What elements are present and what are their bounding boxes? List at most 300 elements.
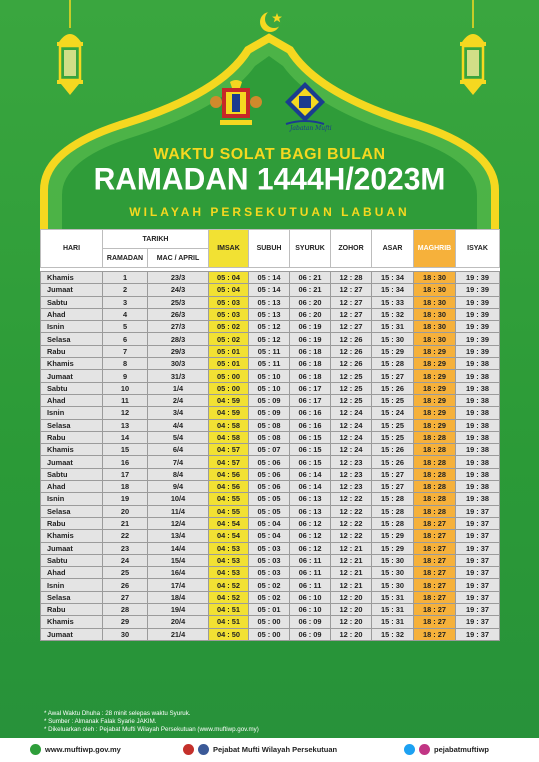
footer-social[interactable] [404, 744, 489, 755]
cell-syuruk: 06 : 15 [290, 444, 331, 456]
cell-date: 25/3 [148, 296, 209, 308]
cell-day: Rabu [41, 345, 103, 357]
cell-maghrib: 18 : 29 [414, 358, 456, 370]
cell-imsak: 04 : 57 [209, 456, 249, 468]
cell-ramadan-day: 29 [103, 616, 148, 628]
cell-imsak: 05 : 04 [209, 284, 249, 296]
table-row [41, 370, 500, 382]
cell-imsak: 05 : 04 [209, 272, 249, 284]
lantern-left-icon [45, 0, 95, 110]
cell-ramadan-day: 27 [103, 591, 148, 603]
table-row [41, 567, 500, 579]
social-handle: pejabatmuftiwp [434, 745, 490, 754]
cell-ramadan-day: 2 [103, 284, 148, 296]
cell-zohor: 12 : 20 [331, 628, 372, 640]
cell-maghrib: 18 : 27 [414, 542, 456, 554]
cell-date: 6/4 [148, 444, 209, 456]
cell-zohor: 12 : 27 [331, 296, 372, 308]
cell-syuruk: 06 : 11 [290, 567, 331, 579]
cell-isyak: 19 : 38 [456, 468, 500, 480]
instagram-icon [419, 744, 430, 755]
crescent-star-icon [258, 10, 284, 34]
cell-zohor: 12 : 23 [331, 456, 372, 468]
cell-isyak: 19 : 39 [456, 296, 500, 308]
cell-subuh: 05 : 00 [249, 616, 290, 628]
cell-maghrib: 18 : 27 [414, 530, 456, 542]
cell-date: 19/4 [148, 604, 209, 616]
cell-day: Sabtu [41, 296, 103, 308]
table-row [41, 358, 500, 370]
cell-maghrib: 18 : 29 [414, 394, 456, 406]
header-hari: HARI [41, 230, 103, 268]
cell-maghrib: 18 : 27 [414, 579, 456, 591]
cell-imsak: 04 : 59 [209, 407, 249, 419]
cell-subuh: 05 : 14 [249, 284, 290, 296]
cell-asar: 15 : 30 [372, 554, 414, 566]
cell-subuh: 05 : 12 [249, 333, 290, 345]
table-row [41, 505, 500, 517]
cell-day: Jumaat [41, 284, 103, 296]
table-row [41, 604, 500, 616]
table-row [41, 591, 500, 603]
cell-asar: 15 : 33 [372, 296, 414, 308]
cell-subuh: 05 : 14 [249, 272, 290, 284]
cell-date: 1/4 [148, 382, 209, 394]
cell-imsak: 05 : 03 [209, 296, 249, 308]
cell-subuh: 05 : 06 [249, 468, 290, 480]
cell-zohor: 12 : 25 [331, 382, 372, 394]
cell-isyak: 19 : 37 [456, 567, 500, 579]
cell-isyak: 19 : 38 [456, 419, 500, 431]
title-line-3: WILAYAH PERSEKUTUAN LABUAN [129, 205, 410, 219]
cell-maghrib: 18 : 29 [414, 407, 456, 419]
cell-asar: 15 : 31 [372, 616, 414, 628]
cell-asar: 15 : 34 [372, 272, 414, 284]
cell-imsak: 04 : 51 [209, 604, 249, 616]
cell-ramadan-day: 24 [103, 554, 148, 566]
cell-ramadan-day: 1 [103, 272, 148, 284]
table-row [41, 542, 500, 554]
header-mac-april: MAC / APRIL [148, 249, 209, 268]
cell-asar: 15 : 25 [372, 431, 414, 443]
cell-maghrib: 18 : 28 [414, 481, 456, 493]
cell-zohor: 12 : 27 [331, 321, 372, 333]
cell-maghrib: 18 : 29 [414, 345, 456, 357]
cell-day: Rabu [41, 517, 103, 529]
cell-isyak: 19 : 37 [456, 530, 500, 542]
cell-asar: 15 : 31 [372, 321, 414, 333]
cell-asar: 15 : 32 [372, 308, 414, 320]
cell-zohor: 12 : 26 [331, 345, 372, 357]
cell-asar: 15 : 29 [372, 530, 414, 542]
cell-day: Ahad [41, 308, 103, 320]
cell-imsak: 04 : 56 [209, 468, 249, 480]
cell-day: Ahad [41, 481, 103, 493]
cell-date: 5/4 [148, 431, 209, 443]
cell-syuruk: 06 : 09 [290, 616, 331, 628]
cell-subuh: 05 : 09 [249, 407, 290, 419]
cell-subuh: 05 : 08 [249, 419, 290, 431]
table-row [41, 272, 500, 284]
cell-zohor: 12 : 20 [331, 591, 372, 603]
cell-ramadan-day: 17 [103, 468, 148, 480]
cell-zohor: 12 : 23 [331, 468, 372, 480]
cell-ramadan-day: 4 [103, 308, 148, 320]
table-row [41, 407, 500, 419]
cell-imsak: 04 : 54 [209, 530, 249, 542]
cell-imsak: 05 : 02 [209, 321, 249, 333]
cell-day: Rabu [41, 431, 103, 443]
cell-syuruk: 06 : 14 [290, 468, 331, 480]
header-syuruk: SYURUK [290, 230, 331, 268]
table-row [41, 554, 500, 566]
cell-imsak: 04 : 59 [209, 394, 249, 406]
cell-ramadan-day: 18 [103, 481, 148, 493]
table-row [41, 530, 500, 542]
cell-asar: 15 : 30 [372, 333, 414, 345]
cell-zohor: 12 : 23 [331, 481, 372, 493]
cell-zohor: 12 : 21 [331, 567, 372, 579]
cell-syuruk: 06 : 16 [290, 407, 331, 419]
cell-subuh: 05 : 00 [249, 628, 290, 640]
cell-maghrib: 18 : 30 [414, 296, 456, 308]
cell-day: Isnin [41, 321, 103, 333]
cell-syuruk: 06 : 12 [290, 517, 331, 529]
cell-imsak: 04 : 52 [209, 591, 249, 603]
cell-date: 16/4 [148, 567, 209, 579]
cell-syuruk: 06 : 13 [290, 493, 331, 505]
header-isyak: ISYAK [456, 230, 500, 268]
office-text: Pejabat Mufti Wilayah Persekutuan [213, 745, 338, 754]
cell-isyak: 19 : 38 [456, 358, 500, 370]
table-row [41, 345, 500, 357]
cell-imsak: 04 : 57 [209, 444, 249, 456]
cell-isyak: 19 : 39 [456, 345, 500, 357]
cell-isyak: 19 : 38 [456, 394, 500, 406]
mufti-office-logo [285, 82, 325, 124]
cell-isyak: 19 : 38 [456, 370, 500, 382]
cell-isyak: 19 : 38 [456, 493, 500, 505]
cell-imsak: 04 : 50 [209, 628, 249, 640]
cell-syuruk: 06 : 12 [290, 542, 331, 554]
cell-day: Jumaat [41, 456, 103, 468]
cell-syuruk: 06 : 20 [290, 308, 331, 320]
cell-date: 3/4 [148, 407, 209, 419]
header-subuh: SUBUH [249, 230, 290, 268]
cell-asar: 15 : 29 [372, 542, 414, 554]
cell-date: 28/3 [148, 333, 209, 345]
table-row [41, 296, 500, 308]
cell-imsak: 04 : 53 [209, 542, 249, 554]
cell-maghrib: 18 : 29 [414, 382, 456, 394]
cell-date: 13/4 [148, 530, 209, 542]
cell-subuh: 05 : 02 [249, 579, 290, 591]
cell-day: Khamis [41, 530, 103, 542]
prayer-times-table [40, 229, 499, 641]
cell-zohor: 12 : 27 [331, 284, 372, 296]
cell-date: 7/4 [148, 456, 209, 468]
cell-maghrib: 18 : 30 [414, 272, 456, 284]
cell-isyak: 19 : 39 [456, 272, 500, 284]
cell-date: 12/4 [148, 517, 209, 529]
cell-day: Sabtu [41, 554, 103, 566]
table-row [41, 468, 500, 480]
cell-asar: 15 : 30 [372, 579, 414, 591]
cell-isyak: 19 : 37 [456, 542, 500, 554]
cell-syuruk: 06 : 20 [290, 296, 331, 308]
cell-day: Jumaat [41, 542, 103, 554]
cell-date: 29/3 [148, 345, 209, 357]
cell-syuruk: 06 : 13 [290, 505, 331, 517]
cell-syuruk: 06 : 21 [290, 272, 331, 284]
cell-asar: 15 : 28 [372, 358, 414, 370]
footer-website[interactable] [30, 744, 121, 755]
cell-zohor: 12 : 24 [331, 431, 372, 443]
cell-isyak: 19 : 39 [456, 333, 500, 345]
cell-date: 17/4 [148, 579, 209, 591]
cell-day: Jumaat [41, 628, 103, 640]
cell-date: 4/4 [148, 419, 209, 431]
cell-maghrib: 18 : 27 [414, 616, 456, 628]
cell-asar: 15 : 32 [372, 628, 414, 640]
cell-imsak: 04 : 55 [209, 505, 249, 517]
cell-syuruk: 06 : 14 [290, 481, 331, 493]
cell-syuruk: 06 : 19 [290, 333, 331, 345]
cell-subuh: 05 : 10 [249, 370, 290, 382]
footer-office[interactable] [183, 744, 337, 755]
cell-isyak: 19 : 38 [456, 407, 500, 419]
cell-ramadan-day: 26 [103, 579, 148, 591]
cell-isyak: 19 : 37 [456, 554, 500, 566]
cell-imsak: 04 : 53 [209, 554, 249, 566]
cell-syuruk: 06 : 18 [290, 370, 331, 382]
cell-subuh: 05 : 08 [249, 431, 290, 443]
cell-isyak: 19 : 37 [456, 517, 500, 529]
cell-maghrib: 18 : 29 [414, 419, 456, 431]
cell-syuruk: 06 : 18 [290, 345, 331, 357]
cell-syuruk: 06 : 11 [290, 554, 331, 566]
cell-zohor: 12 : 26 [331, 333, 372, 345]
cell-asar: 15 : 26 [372, 382, 414, 394]
cell-imsak: 04 : 51 [209, 616, 249, 628]
cell-ramadan-day: 7 [103, 345, 148, 357]
cell-subuh: 05 : 12 [249, 321, 290, 333]
cell-imsak: 05 : 01 [209, 345, 249, 357]
cell-zohor: 12 : 20 [331, 616, 372, 628]
cell-zohor: 12 : 25 [331, 370, 372, 382]
table-row [41, 431, 500, 443]
cell-subuh: 05 : 11 [249, 345, 290, 357]
cell-imsak: 05 : 01 [209, 358, 249, 370]
cell-syuruk: 06 : 12 [290, 530, 331, 542]
cell-zohor: 12 : 26 [331, 358, 372, 370]
cell-imsak: 05 : 00 [209, 370, 249, 382]
cell-maghrib: 18 : 27 [414, 554, 456, 566]
cell-ramadan-day: 5 [103, 321, 148, 333]
cell-maghrib: 18 : 30 [414, 321, 456, 333]
cell-asar: 15 : 27 [372, 481, 414, 493]
cell-subuh: 05 : 13 [249, 308, 290, 320]
cell-ramadan-day: 20 [103, 505, 148, 517]
cell-isyak: 19 : 37 [456, 579, 500, 591]
cell-asar: 15 : 28 [372, 505, 414, 517]
cell-imsak: 04 : 54 [209, 517, 249, 529]
cell-day: Khamis [41, 616, 103, 628]
cell-subuh: 05 : 06 [249, 481, 290, 493]
cell-asar: 15 : 28 [372, 517, 414, 529]
cell-date: 24/3 [148, 284, 209, 296]
title-line-1: WAKTU SOLAT BAGI BULAN [153, 146, 386, 163]
cell-syuruk: 06 : 15 [290, 456, 331, 468]
cell-ramadan-day: 13 [103, 419, 148, 431]
lantern-right-icon [448, 0, 498, 110]
youtube-icon [183, 744, 194, 755]
cell-day: Selasa [41, 591, 103, 603]
cell-day: Ahad [41, 394, 103, 406]
cell-day: Isnin [41, 579, 103, 591]
cell-maghrib: 18 : 30 [414, 333, 456, 345]
table-row [41, 382, 500, 394]
cell-day: Isnin [41, 407, 103, 419]
cell-asar: 15 : 24 [372, 407, 414, 419]
cell-subuh: 05 : 10 [249, 382, 290, 394]
cell-subuh: 05 : 04 [249, 530, 290, 542]
table-row [41, 333, 500, 345]
cell-isyak: 19 : 38 [456, 456, 500, 468]
cell-ramadan-day: 8 [103, 358, 148, 370]
cell-isyak: 19 : 38 [456, 481, 500, 493]
table-row [41, 481, 500, 493]
table-row [41, 456, 500, 468]
cell-isyak: 19 : 37 [456, 616, 500, 628]
cell-date: 23/3 [148, 272, 209, 284]
note-dikeluarkan: * Dikeluarkan oleh : Pejabat Mufti Wilayah Persekutuan (www.muftiwp.gov.my) [44, 726, 259, 734]
cell-ramadan-day: 14 [103, 431, 148, 443]
table-row [41, 579, 500, 591]
cell-ramadan-day: 6 [103, 333, 148, 345]
table-row [41, 493, 500, 505]
cell-subuh: 05 : 02 [249, 591, 290, 603]
cell-ramadan-day: 11 [103, 394, 148, 406]
cell-isyak: 19 : 39 [456, 308, 500, 320]
title-line-2: RAMADAN 1444H/2023M [93, 162, 446, 197]
cell-date: 18/4 [148, 591, 209, 603]
cell-ramadan-day: 9 [103, 370, 148, 382]
cell-zohor: 12 : 21 [331, 542, 372, 554]
table-row [41, 628, 500, 640]
cell-subuh: 05 : 09 [249, 394, 290, 406]
cell-maghrib: 18 : 30 [414, 284, 456, 296]
cell-imsak: 05 : 00 [209, 382, 249, 394]
cell-date: 11/4 [148, 505, 209, 517]
cell-ramadan-day: 16 [103, 456, 148, 468]
cell-isyak: 19 : 37 [456, 591, 500, 603]
cell-zohor: 12 : 22 [331, 493, 372, 505]
facebook-icon [198, 744, 209, 755]
cell-date: 20/4 [148, 616, 209, 628]
cell-syuruk: 06 : 10 [290, 591, 331, 603]
cell-subuh: 05 : 04 [249, 517, 290, 529]
cell-day: Selasa [41, 505, 103, 517]
cell-isyak: 19 : 38 [456, 431, 500, 443]
cell-asar: 15 : 34 [372, 284, 414, 296]
cell-maghrib: 18 : 27 [414, 567, 456, 579]
cell-ramadan-day: 12 [103, 407, 148, 419]
cell-day: Rabu [41, 604, 103, 616]
cell-isyak: 19 : 37 [456, 604, 500, 616]
cell-zohor: 12 : 20 [331, 604, 372, 616]
header-maghrib: MAGHRIB [414, 230, 456, 268]
cell-day: Jumaat [41, 370, 103, 382]
cell-day: Sabtu [41, 468, 103, 480]
cell-imsak: 04 : 58 [209, 419, 249, 431]
cell-subuh: 05 : 03 [249, 554, 290, 566]
cell-ramadan-day: 25 [103, 567, 148, 579]
cell-isyak: 19 : 39 [456, 321, 500, 333]
logo-caption: Jabatan Mufti [290, 125, 332, 132]
cell-subuh: 05 : 13 [249, 296, 290, 308]
cell-date: 9/4 [148, 481, 209, 493]
cell-asar: 15 : 28 [372, 493, 414, 505]
cell-zohor: 12 : 24 [331, 419, 372, 431]
cell-date: 15/4 [148, 554, 209, 566]
footer-bar [0, 738, 539, 762]
cell-asar: 15 : 26 [372, 444, 414, 456]
cell-isyak: 19 : 38 [456, 444, 500, 456]
globe-icon [30, 744, 41, 755]
cell-ramadan-day: 10 [103, 382, 148, 394]
cell-asar: 15 : 31 [372, 591, 414, 603]
note-sumber: * Sumber : Almanak Falak Syarie JAKIM. [44, 718, 157, 726]
cell-maghrib: 18 : 28 [414, 444, 456, 456]
cell-maghrib: 18 : 27 [414, 517, 456, 529]
cell-date: 26/3 [148, 308, 209, 320]
table-row [41, 308, 500, 320]
twitter-icon [404, 744, 415, 755]
cell-zohor: 12 : 24 [331, 444, 372, 456]
header-zohor: ZOHOR [331, 230, 372, 268]
cell-maghrib: 18 : 29 [414, 370, 456, 382]
cell-syuruk: 06 : 11 [290, 579, 331, 591]
cell-ramadan-day: 3 [103, 296, 148, 308]
cell-ramadan-day: 22 [103, 530, 148, 542]
cell-subuh: 05 : 05 [249, 493, 290, 505]
cell-subuh: 05 : 06 [249, 456, 290, 468]
cell-zohor: 12 : 22 [331, 505, 372, 517]
cell-imsak: 04 : 56 [209, 481, 249, 493]
cell-zohor: 12 : 28 [331, 272, 372, 284]
table-row [41, 444, 500, 456]
cell-asar: 15 : 29 [372, 345, 414, 357]
table-row [41, 419, 500, 431]
cell-maghrib: 18 : 30 [414, 308, 456, 320]
cell-imsak: 05 : 02 [209, 333, 249, 345]
cell-imsak: 04 : 55 [209, 493, 249, 505]
cell-subuh: 05 : 03 [249, 542, 290, 554]
cell-day: Khamis [41, 444, 103, 456]
table-row [41, 321, 500, 333]
cell-maghrib: 18 : 27 [414, 591, 456, 603]
cell-maghrib: 18 : 28 [414, 431, 456, 443]
table-row [41, 517, 500, 529]
cell-maghrib: 18 : 27 [414, 628, 456, 640]
cell-syuruk: 06 : 10 [290, 604, 331, 616]
cell-subuh: 05 : 05 [249, 505, 290, 517]
cell-ramadan-day: 21 [103, 517, 148, 529]
cell-ramadan-day: 23 [103, 542, 148, 554]
cell-date: 27/3 [148, 321, 209, 333]
cell-maghrib: 18 : 28 [414, 493, 456, 505]
